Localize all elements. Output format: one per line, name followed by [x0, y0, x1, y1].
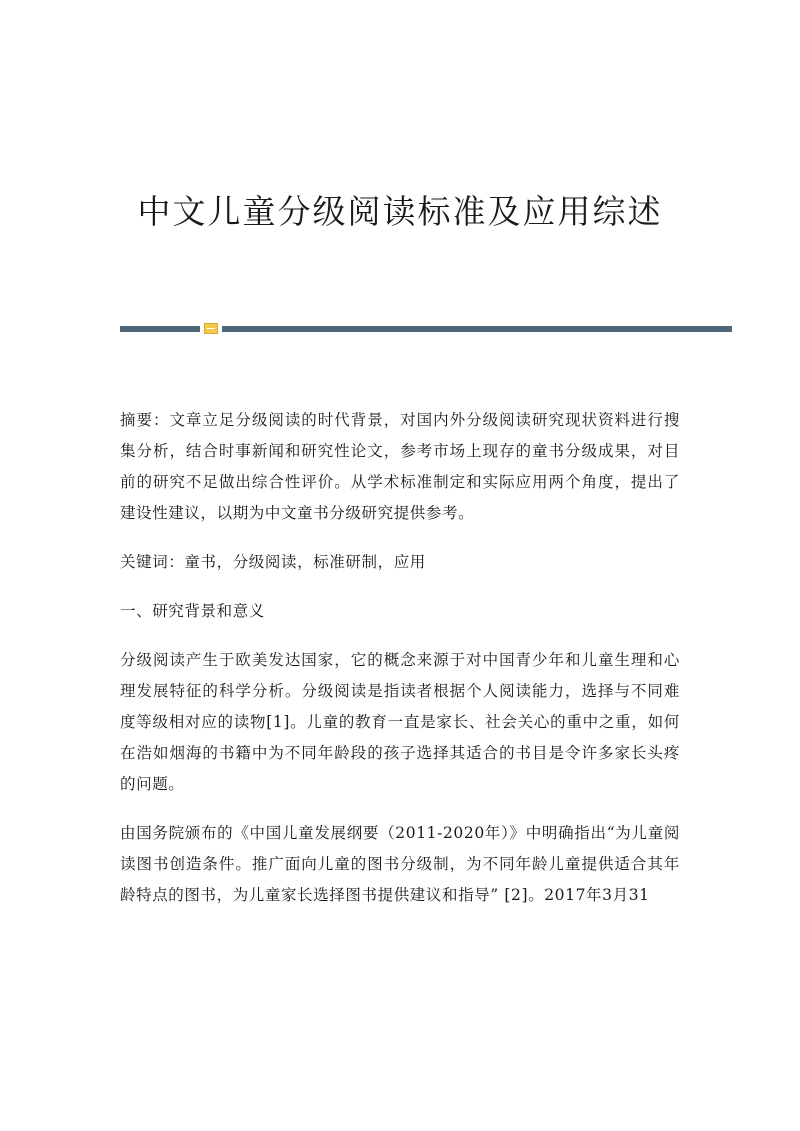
abstract-paragraph: 摘要：文章立足分级阅读的时代背景，对国内外分级阅读研究现状资料进行搜集分析，结合时事新闻和研究性论文，参考市场上现存的童书分级成果，对目前的研究不足做出综合性评价。从学术标准制定和实际应用两个角度，提出了建设性建议，以期为中文童书分级研究提供参考。 [120, 411, 680, 522]
body-paragraph-2: 由国务院颁布的《中国儿童发展纲要（2011-2020年）》中明确指出“为儿童阅读图书创造条件。推广面向儿童的图书分级制，为不同年龄儿童提供适合其年龄特点的图书，为儿童家长选择图书提供建议和指导” [2]。2017年3月31 [120, 824, 680, 904]
document-body [120, 405, 680, 929]
title-divider-left [120, 326, 200, 332]
keywords-line: 关键词：童书，分级阅读，标准研制，应用 [120, 553, 426, 571]
divider-marker-icon [204, 323, 218, 334]
document-title: 中文儿童分级阅读标准及应用综述 [137, 192, 663, 231]
title-divider-right [222, 326, 732, 332]
body-paragraph-1: 分级阅读产生于欧美发达国家，它的概念来源于对中国青少年和儿童生理和心理发展特征的科学分析。分级阅读是指读者根据个人阅读能力，选择与不同难度等级相对应的读物[1]。儿童的教育一直是家长、社会关心的重中之重，如何在浩如烟海的书籍中为不同年龄段的孩子选择其适合的书目是令许多家长头疼的问题。 [120, 651, 680, 793]
section-heading: 一、研究背景和意义 [120, 602, 265, 620]
